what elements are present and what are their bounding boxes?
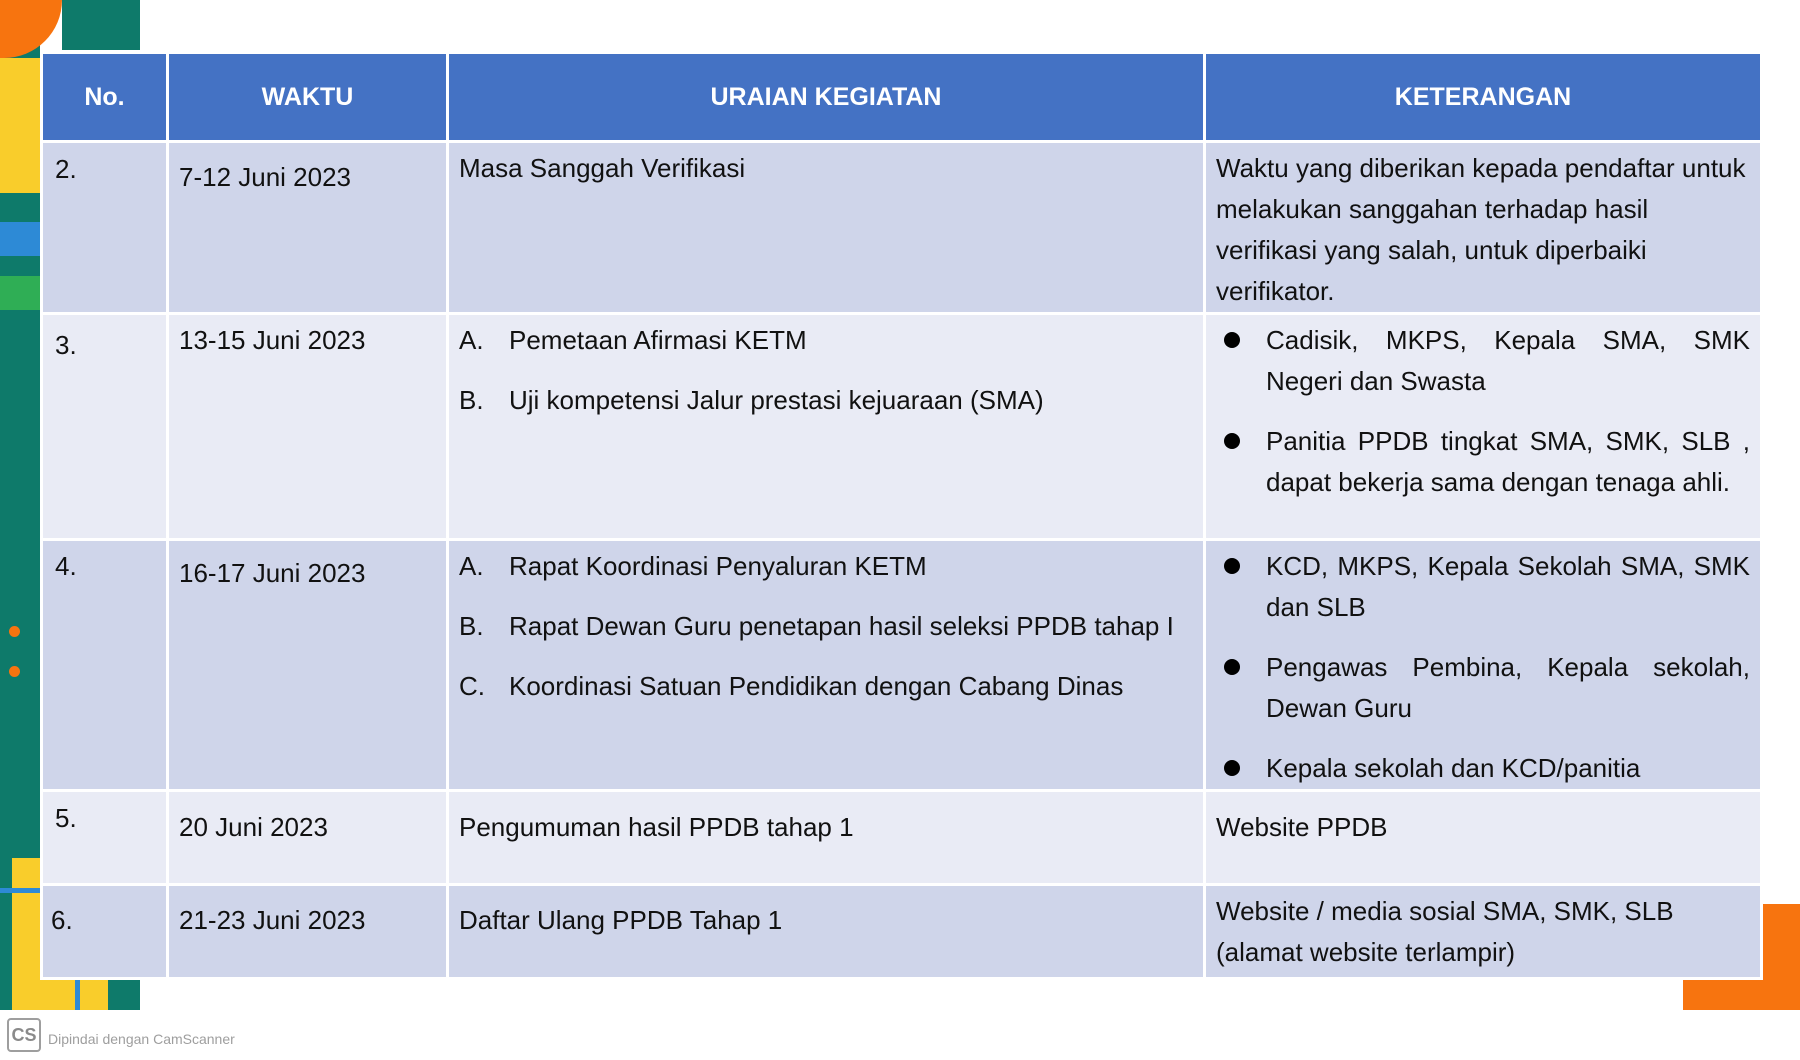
schedule-table bbox=[40, 51, 1763, 980]
row-number: 2. bbox=[42, 142, 168, 314]
note-text: Pengawas Pembina, Kepala sekolah, Dewan Guru bbox=[1266, 652, 1750, 723]
activity-text: Rapat Dewan Guru penetapan hasil seleksi PPDB tahap I bbox=[509, 611, 1174, 641]
bullet-icon bbox=[1216, 421, 1266, 503]
row-activity: Pengumuman hasil PPDB tahap 1 bbox=[448, 791, 1205, 885]
note-item bbox=[1216, 748, 1750, 789]
row-note: Website / media sosial SMA, SMK, SLB (alamat website terlampir) bbox=[1205, 885, 1762, 979]
row-number: 3. bbox=[42, 314, 168, 540]
activity-text: Pemetaan Afirmasi KETM bbox=[509, 325, 807, 355]
decorative-blue-line bbox=[0, 888, 40, 893]
row-date: 7-12 Juni 2023 bbox=[168, 142, 448, 314]
decorative-yellow-block bbox=[0, 58, 40, 193]
decorative-blue-block bbox=[0, 222, 40, 256]
decorative-orange-dot bbox=[9, 666, 20, 677]
activity-item bbox=[459, 606, 1193, 647]
bullet-icon bbox=[1216, 647, 1266, 729]
row-activity-list bbox=[448, 314, 1205, 540]
row-number: 6. bbox=[42, 885, 168, 979]
note-text: Cadisik, MKPS, Kepala SMA, SMK Negeri dan Swasta bbox=[1266, 325, 1750, 396]
activity-marker: B. bbox=[459, 611, 484, 641]
activity-marker: A. bbox=[459, 551, 484, 581]
activity-item bbox=[459, 546, 1193, 587]
table-row bbox=[42, 314, 1762, 540]
row-note-list bbox=[1205, 314, 1762, 540]
note-text: KCD, MKPS, Kepala Sekolah SMA, SMK dan SLB bbox=[1266, 551, 1750, 622]
note-item bbox=[1216, 320, 1750, 402]
row-note: Waktu yang diberikan kepada pendaftar untuk melakukan sanggahan terhadap hasil verifikasi yang salah, untuk diperbaiki verifikator. bbox=[1205, 142, 1762, 314]
note-text: Panitia PPDB tingkat SMA, SMK, SLB , dapat bekerja sama dengan tenaga ahli. bbox=[1266, 426, 1750, 497]
row-note: Website PPDB bbox=[1205, 791, 1762, 885]
note-item bbox=[1216, 647, 1750, 729]
header-keterangan: KETERANGAN bbox=[1205, 53, 1762, 142]
table-row bbox=[42, 791, 1762, 885]
table-header-row bbox=[42, 53, 1762, 142]
row-date: 16-17 Juni 2023 bbox=[168, 540, 448, 791]
decorative-yellow-block bbox=[12, 858, 40, 1010]
header-no: No. bbox=[42, 53, 168, 142]
activity-item bbox=[459, 666, 1193, 707]
row-number: 5. bbox=[42, 791, 168, 885]
table-row bbox=[42, 540, 1762, 791]
table-row bbox=[42, 885, 1762, 979]
decorative-green-block bbox=[0, 276, 40, 310]
decorative-orange-dot bbox=[9, 626, 20, 637]
activity-marker: A. bbox=[459, 325, 484, 355]
header-uraian-kegiatan: URAIAN KEGIATAN bbox=[448, 53, 1205, 142]
row-date: 20 Juni 2023 bbox=[168, 791, 448, 885]
camscanner-logo: CS bbox=[7, 1018, 41, 1052]
row-activity: Masa Sanggah Verifikasi bbox=[448, 142, 1205, 314]
activity-item bbox=[459, 320, 1193, 361]
activity-item bbox=[459, 380, 1193, 421]
row-number: 4. bbox=[42, 540, 168, 791]
activity-marker: C. bbox=[459, 671, 485, 701]
decorative-orange-corner bbox=[0, 0, 62, 58]
camscanner-watermark: Dipindai dengan CamScanner bbox=[48, 1031, 235, 1047]
note-item bbox=[1216, 546, 1750, 628]
bullet-icon bbox=[1216, 546, 1266, 628]
table-row bbox=[42, 142, 1762, 314]
row-note-list bbox=[1205, 540, 1762, 791]
row-activity-list bbox=[448, 540, 1205, 791]
decorative-teal-block bbox=[62, 0, 140, 50]
bullet-icon bbox=[1216, 748, 1266, 789]
activity-text: Koordinasi Satuan Pendidikan dengan Cabang Dinas bbox=[509, 671, 1124, 701]
bullet-icon bbox=[1216, 320, 1266, 402]
note-item bbox=[1216, 421, 1750, 503]
activity-text: Uji kompetensi Jalur prestasi kejuaraan (SMA) bbox=[509, 385, 1044, 415]
activity-marker: B. bbox=[459, 385, 484, 415]
row-date: 21-23 Juni 2023 bbox=[168, 885, 448, 979]
row-activity: Daftar Ulang PPDB Tahap 1 bbox=[448, 885, 1205, 979]
note-text: Kepala sekolah dan KCD/panitia bbox=[1266, 753, 1641, 783]
header-waktu: WAKTU bbox=[168, 53, 448, 142]
row-date: 13-15 Juni 2023 bbox=[168, 314, 448, 540]
activity-text: Rapat Koordinasi Penyaluran KETM bbox=[509, 551, 927, 581]
